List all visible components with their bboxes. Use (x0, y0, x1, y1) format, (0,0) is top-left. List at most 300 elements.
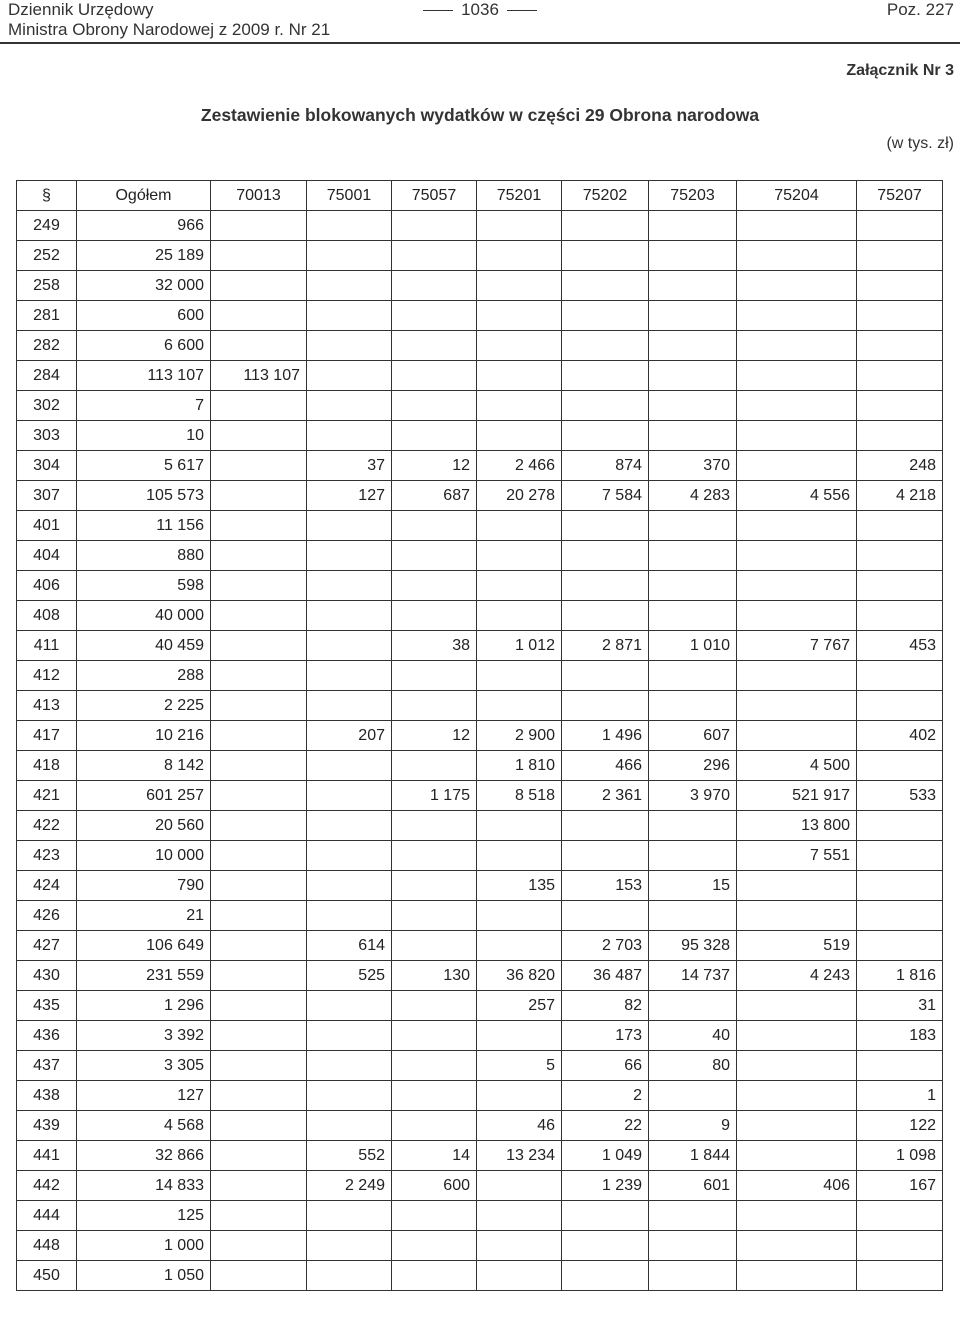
table-cell (737, 601, 857, 631)
table-cell (211, 811, 307, 841)
table-cell (392, 811, 477, 841)
column-header-5: 75201 (477, 181, 562, 211)
table-cell (477, 691, 562, 721)
table-cell (649, 1261, 737, 1291)
table-cell (649, 391, 737, 421)
table-cell: 12 (392, 721, 477, 751)
table-cell (307, 1261, 392, 1291)
row-paragraph-cell: 252 (17, 241, 77, 271)
row-paragraph-cell: 401 (17, 511, 77, 541)
row-paragraph-cell: 422 (17, 811, 77, 841)
table-cell (477, 841, 562, 871)
row-paragraph-cell: 258 (17, 271, 77, 301)
table-cell (857, 571, 943, 601)
row-paragraph-cell: 284 (17, 361, 77, 391)
table-cell: 10 (77, 421, 211, 451)
table-cell (477, 391, 562, 421)
table-cell: 36 820 (477, 961, 562, 991)
table-cell: 20 560 (77, 811, 211, 841)
table-cell (737, 541, 857, 571)
table-cell: 370 (649, 451, 737, 481)
header-rule (0, 42, 960, 44)
table-cell: 127 (77, 1081, 211, 1111)
table-cell: 4 283 (649, 481, 737, 511)
table-cell: 601 (649, 1171, 737, 1201)
table-cell (562, 571, 649, 601)
table-cell (649, 571, 737, 601)
table-cell: 2 900 (477, 721, 562, 751)
table-cell (211, 211, 307, 241)
row-paragraph-cell: 413 (17, 691, 77, 721)
table-cell: 2 361 (562, 781, 649, 811)
table-cell: 80 (649, 1051, 737, 1081)
table-cell (649, 211, 737, 241)
table-cell (737, 991, 857, 1021)
table-cell (477, 421, 562, 451)
table-cell: 296 (649, 751, 737, 781)
table-cell (392, 571, 477, 601)
row-paragraph-cell: 444 (17, 1201, 77, 1231)
table-row (17, 571, 943, 601)
table-cell: 113 107 (211, 361, 307, 391)
row-paragraph-cell: 418 (17, 751, 77, 781)
table-cell: 288 (77, 661, 211, 691)
table-cell: 521 917 (737, 781, 857, 811)
table-cell (857, 301, 943, 331)
table-cell (307, 571, 392, 601)
table-cell (477, 1231, 562, 1261)
table-cell (649, 811, 737, 841)
table-cell: 4 556 (737, 481, 857, 511)
table-cell (307, 901, 392, 931)
table-cell (649, 1081, 737, 1111)
row-paragraph-cell: 307 (17, 481, 77, 511)
table-row (17, 511, 943, 541)
table-cell (211, 991, 307, 1021)
table-cell (307, 331, 392, 361)
table-cell (211, 751, 307, 781)
table-cell: 406 (737, 1171, 857, 1201)
page-number-block (0, 0, 960, 20)
table-cell (649, 691, 737, 721)
row-paragraph-cell: 281 (17, 301, 77, 331)
table-cell: 2 249 (307, 1171, 392, 1201)
table-cell (307, 511, 392, 541)
table-cell (477, 361, 562, 391)
table-cell (857, 871, 943, 901)
table-cell (307, 691, 392, 721)
table-row (17, 541, 943, 571)
table-cell (737, 1111, 857, 1141)
table-cell (307, 1201, 392, 1231)
table-cell (477, 811, 562, 841)
table-cell (857, 811, 943, 841)
table-row (17, 241, 943, 271)
table-cell (562, 271, 649, 301)
table-cell (562, 901, 649, 931)
table-row (17, 871, 943, 901)
table-cell (737, 1261, 857, 1291)
row-paragraph-cell: 304 (17, 451, 77, 481)
table-row (17, 1261, 943, 1291)
table-cell (211, 481, 307, 511)
row-paragraph-cell: 438 (17, 1081, 77, 1111)
table-cell (857, 211, 943, 241)
table-cell: 14 737 (649, 961, 737, 991)
table-cell (562, 541, 649, 571)
table-cell (211, 601, 307, 631)
table-cell (857, 541, 943, 571)
table-cell (307, 211, 392, 241)
table-cell: 4 218 (857, 481, 943, 511)
table-cell (477, 211, 562, 241)
column-header-3: 75001 (307, 181, 392, 211)
table-cell (477, 241, 562, 271)
table-row (17, 1201, 943, 1231)
table-cell (477, 1261, 562, 1291)
table-cell (737, 451, 857, 481)
table-cell: 231 559 (77, 961, 211, 991)
row-paragraph-cell: 427 (17, 931, 77, 961)
table-row (17, 811, 943, 841)
unit-label: (w tys. zł) (886, 135, 954, 152)
table-row (17, 661, 943, 691)
position-ref: Poz. 227 (886, 0, 954, 19)
table-cell (562, 811, 649, 841)
table-cell: 3 305 (77, 1051, 211, 1081)
table-row (17, 1171, 943, 1201)
table-cell (211, 421, 307, 451)
table-cell (392, 871, 477, 901)
table-row (17, 601, 943, 631)
table-cell (211, 1051, 307, 1081)
table-cell (307, 241, 392, 271)
table-cell: 167 (857, 1171, 943, 1201)
table-cell (649, 841, 737, 871)
table-cell (307, 871, 392, 901)
table-row (17, 331, 943, 361)
row-paragraph-cell: 412 (17, 661, 77, 691)
table-cell (392, 511, 477, 541)
row-paragraph-cell: 302 (17, 391, 77, 421)
table-cell: 607 (649, 721, 737, 751)
table-cell (649, 421, 737, 451)
table-cell (211, 511, 307, 541)
table-cell (307, 751, 392, 781)
table-cell (211, 871, 307, 901)
table-cell (857, 1261, 943, 1291)
table-cell: 2 703 (562, 931, 649, 961)
table-cell (649, 661, 737, 691)
table-cell (477, 1201, 562, 1231)
table-cell (477, 1081, 562, 1111)
row-paragraph-cell: 303 (17, 421, 77, 451)
row-paragraph-cell: 439 (17, 1111, 77, 1141)
table-cell (211, 1021, 307, 1051)
table-cell (477, 511, 562, 541)
table-cell (649, 241, 737, 271)
table-cell (857, 1231, 943, 1261)
row-paragraph-cell: 282 (17, 331, 77, 361)
table-row (17, 841, 943, 871)
table-cell: 95 328 (649, 931, 737, 961)
column-header-1: Ogółem (77, 181, 211, 211)
table-row (17, 631, 943, 661)
table-cell (857, 931, 943, 961)
table-cell (857, 691, 943, 721)
table-cell: 10 216 (77, 721, 211, 751)
table-cell: 31 (857, 991, 943, 1021)
table-cell: 1 012 (477, 631, 562, 661)
table-cell: 880 (77, 541, 211, 571)
table-cell: 12 (392, 451, 477, 481)
table-row (17, 361, 943, 391)
table-cell: 519 (737, 931, 857, 961)
column-header-7: 75203 (649, 181, 737, 211)
table-cell (211, 451, 307, 481)
table-cell (211, 241, 307, 271)
table-cell: 966 (77, 211, 211, 241)
table-cell: 32 866 (77, 1141, 211, 1171)
table-cell (562, 331, 649, 361)
row-paragraph-cell: 441 (17, 1141, 77, 1171)
row-paragraph-cell: 249 (17, 211, 77, 241)
table-cell (392, 691, 477, 721)
table-cell (649, 301, 737, 331)
table-cell (857, 751, 943, 781)
row-paragraph-cell: 426 (17, 901, 77, 931)
table-cell (211, 1231, 307, 1261)
table-cell: 40 459 (77, 631, 211, 661)
table-row (17, 211, 943, 241)
table-cell (392, 361, 477, 391)
table-cell (857, 841, 943, 871)
table-cell: 453 (857, 631, 943, 661)
table-cell (737, 331, 857, 361)
table-row (17, 1081, 943, 1111)
table-cell (307, 541, 392, 571)
table-cell (737, 901, 857, 931)
table-cell (562, 841, 649, 871)
row-paragraph-cell: 406 (17, 571, 77, 601)
table-cell: 3 392 (77, 1021, 211, 1051)
table-cell (562, 301, 649, 331)
table-cell (392, 1051, 477, 1081)
table-cell: 5 617 (77, 451, 211, 481)
expenditure-table (16, 180, 943, 1291)
table-cell (562, 1231, 649, 1261)
table-cell: 14 (392, 1141, 477, 1171)
table-cell: 113 107 (77, 361, 211, 391)
table-cell (307, 781, 392, 811)
table-cell (211, 1111, 307, 1141)
table-cell (211, 301, 307, 331)
table-cell: 1 010 (649, 631, 737, 661)
table-cell: 257 (477, 991, 562, 1021)
table-cell: 46 (477, 1111, 562, 1141)
table-cell (562, 601, 649, 631)
row-paragraph-cell: 408 (17, 601, 77, 631)
table-cell: 1 844 (649, 1141, 737, 1171)
table-cell (477, 571, 562, 601)
table-cell: 22 (562, 1111, 649, 1141)
row-paragraph-cell: 404 (17, 541, 77, 571)
table-cell: 173 (562, 1021, 649, 1051)
table-cell (307, 811, 392, 841)
table-cell (211, 961, 307, 991)
table-cell: 2 466 (477, 451, 562, 481)
table-cell: 8 518 (477, 781, 562, 811)
table-cell (211, 901, 307, 931)
table-cell: 466 (562, 751, 649, 781)
table-cell: 1 239 (562, 1171, 649, 1201)
table-cell: 38 (392, 631, 477, 661)
table-cell: 601 257 (77, 781, 211, 811)
table-cell: 2 225 (77, 691, 211, 721)
table-cell: 14 833 (77, 1171, 211, 1201)
table-cell (392, 751, 477, 781)
table-cell: 1 000 (77, 1231, 211, 1261)
table-cell: 1 098 (857, 1141, 943, 1171)
table-cell (477, 331, 562, 361)
table-cell (857, 241, 943, 271)
table-cell (392, 1111, 477, 1141)
table-cell (211, 571, 307, 601)
row-paragraph-cell: 424 (17, 871, 77, 901)
table-cell (857, 1051, 943, 1081)
row-paragraph-cell: 423 (17, 841, 77, 871)
table-cell: 1 175 (392, 781, 477, 811)
table-cell (562, 1261, 649, 1291)
table-cell (211, 1081, 307, 1111)
table-cell (737, 721, 857, 751)
table-cell: 153 (562, 871, 649, 901)
row-paragraph-cell: 411 (17, 631, 77, 661)
table-cell: 25 189 (77, 241, 211, 271)
table-cell (562, 511, 649, 541)
table-cell (477, 931, 562, 961)
table-cell (562, 391, 649, 421)
table-row (17, 751, 943, 781)
table-cell (562, 691, 649, 721)
table-row (17, 1231, 943, 1261)
table-cell (562, 661, 649, 691)
table-cell: 7 767 (737, 631, 857, 661)
table-cell (737, 1051, 857, 1081)
table-cell (857, 901, 943, 931)
table-row (17, 1021, 943, 1051)
table-cell (737, 1021, 857, 1051)
table-cell (211, 1141, 307, 1171)
table-cell (211, 541, 307, 571)
table-cell (857, 421, 943, 451)
table-cell (477, 301, 562, 331)
table-cell: 4 500 (737, 751, 857, 781)
table-cell: 614 (307, 931, 392, 961)
table-cell (857, 331, 943, 361)
table-cell (307, 601, 392, 631)
table-cell (307, 421, 392, 451)
table-cell (307, 361, 392, 391)
table-cell: 1 296 (77, 991, 211, 1021)
row-paragraph-cell: 435 (17, 991, 77, 1021)
table-cell (307, 661, 392, 691)
table-cell (649, 601, 737, 631)
table-cell (562, 1201, 649, 1231)
table-cell: 105 573 (77, 481, 211, 511)
column-header-4: 75057 (392, 181, 477, 211)
table-cell (211, 841, 307, 871)
table-cell: 790 (77, 871, 211, 901)
table-cell: 1 810 (477, 751, 562, 781)
column-header-9: 75207 (857, 181, 943, 211)
table-cell: 1 496 (562, 721, 649, 751)
table-row (17, 391, 943, 421)
table-cell (649, 271, 737, 301)
table-cell: 13 800 (737, 811, 857, 841)
table-cell: 21 (77, 901, 211, 931)
dash-left (423, 10, 453, 11)
table-cell: 122 (857, 1111, 943, 1141)
table-cell (649, 361, 737, 391)
column-header-2: 70013 (211, 181, 307, 211)
table-cell (307, 1021, 392, 1051)
table-cell (211, 661, 307, 691)
table-cell: 9 (649, 1111, 737, 1141)
table-cell (211, 781, 307, 811)
publication-name: Dziennik Urzędowy (8, 0, 154, 19)
table-cell (737, 421, 857, 451)
table-cell (477, 541, 562, 571)
table-cell (857, 511, 943, 541)
table-cell: 66 (562, 1051, 649, 1081)
table-row (17, 301, 943, 331)
table-cell (857, 361, 943, 391)
table-cell (649, 331, 737, 361)
table-cell: 600 (392, 1171, 477, 1201)
table-row (17, 961, 943, 991)
table-row (17, 901, 943, 931)
row-paragraph-cell: 436 (17, 1021, 77, 1051)
table-cell (737, 871, 857, 901)
table-row (17, 991, 943, 1021)
table-cell: 533 (857, 781, 943, 811)
table-cell: 183 (857, 1021, 943, 1051)
table-cell: 7 (77, 391, 211, 421)
table-cell (307, 1051, 392, 1081)
table-cell (392, 601, 477, 631)
table-cell (211, 721, 307, 751)
table-cell (737, 1081, 857, 1111)
table-cell (392, 841, 477, 871)
table-cell: 127 (307, 481, 392, 511)
row-paragraph-cell: 417 (17, 721, 77, 751)
table-row (17, 691, 943, 721)
table-cell (392, 1201, 477, 1231)
table-cell: 32 000 (77, 271, 211, 301)
table-cell (649, 1201, 737, 1231)
table-cell: 40 000 (77, 601, 211, 631)
table-cell (562, 421, 649, 451)
table-cell (392, 661, 477, 691)
table-cell (477, 271, 562, 301)
table-cell: 11 156 (77, 511, 211, 541)
table-cell: 1 049 (562, 1141, 649, 1171)
page-number: 1036 (461, 0, 499, 19)
table-cell (392, 991, 477, 1021)
table-cell (307, 1111, 392, 1141)
table-cell (737, 211, 857, 241)
